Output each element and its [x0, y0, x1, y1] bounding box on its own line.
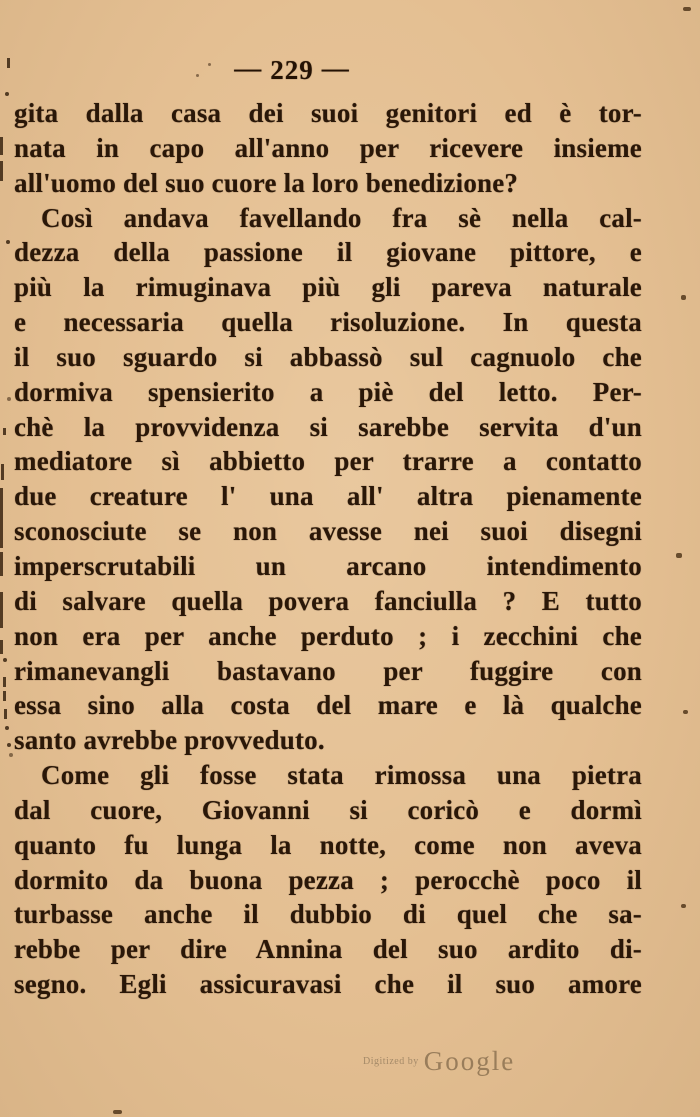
text-line: essa sino alla costa del mare e là qualche: [14, 690, 642, 721]
body-text: [14, 96, 642, 1002]
scan-mark: [681, 295, 686, 300]
text-line: dormiva spensierito a piè del letto. Per-: [14, 376, 642, 407]
paragraph: [14, 758, 642, 1002]
scan-mark: [5, 92, 9, 96]
text-line: mediatore sì abbietto per trarre a contatto: [14, 446, 642, 477]
paragraph: [14, 96, 642, 201]
text-line: dal cuore, Giovanni si coricò e dormì: [14, 794, 642, 825]
text-line: dezza della passione il giovane pittore, e: [14, 237, 642, 268]
scan-mark: [9, 753, 13, 757]
page-number-dash-right: —: [321, 53, 350, 83]
scan-mark: [208, 63, 211, 66]
scan-mark: [3, 428, 6, 435]
scan-mark: [0, 137, 3, 155]
text-line: nata in capo all'anno per ricevere insieme: [14, 132, 642, 163]
text-line: sconosciute se non avesse nei suoi disegni: [14, 516, 642, 547]
scan-mark: [1, 464, 4, 480]
watermark-prefix: Digitized by: [363, 1056, 419, 1067]
scan-mark: [676, 553, 682, 558]
watermark-brand: Google: [423, 1046, 516, 1076]
page-number: [0, 55, 584, 86]
scan-mark: [113, 1110, 122, 1114]
text-line: di salvare quella povera fanciulla ? E tutto: [14, 585, 642, 616]
text-line: Così andava favellando fra sè nella cal-: [41, 202, 642, 233]
text-line: gita dalla casa dei suoi genitori ed è tor-: [14, 98, 642, 128]
paragraph: [14, 201, 642, 759]
google-watermark: [363, 1046, 515, 1077]
scan-mark: [683, 710, 688, 714]
text-line: turbasse anche il dubbio di quel che sa-: [14, 899, 642, 930]
scan-mark: [0, 488, 3, 548]
text-line: quanto fu lunga la notte, come non aveva: [14, 829, 642, 860]
text-line: non era per anche perduto ; i zecchini che: [14, 620, 642, 651]
page-number-dash-left: —: [234, 53, 263, 83]
scan-mark: [5, 726, 9, 730]
scan-mark: [196, 74, 199, 77]
text-line: più la rimuginava più gli pareva naturale: [14, 272, 642, 303]
scan-mark: [4, 709, 7, 719]
text-line: il suo sguardo si abbassò sul cagnuolo che: [14, 341, 642, 372]
text-line: Come gli fosse stata rimossa una pietra: [41, 760, 642, 791]
text-line: all'uomo del suo cuore la loro benedizione?: [14, 167, 519, 198]
text-line: rebbe per dire Annina del suo ardito di-: [14, 934, 642, 965]
scan-mark: [681, 904, 686, 908]
scan-mark: [3, 677, 6, 687]
scan-mark: [7, 743, 11, 747]
scan-mark: [6, 240, 10, 244]
scan-mark: [683, 7, 691, 11]
scan-mark: [3, 691, 6, 701]
text-line: imperscrutabili un arcano intendimento: [14, 550, 642, 581]
text-line: e necessaria quella risoluzione. In questa: [14, 307, 642, 338]
text-line: segno. Egli assicuravasi che il suo amore: [14, 969, 642, 1000]
text-line: rimanevangli bastavano per fuggire con: [14, 655, 642, 686]
scan-mark: [0, 592, 3, 628]
text-line: santo avrebbe provveduto.: [14, 725, 325, 756]
text-line: chè la provvidenza si sarebbe servita d'un: [14, 411, 642, 442]
scan-mark: [3, 658, 7, 662]
scan-mark: [7, 397, 11, 401]
scan-mark: [0, 640, 3, 654]
scan-mark: [0, 161, 3, 181]
page-number-value: 229: [270, 55, 314, 85]
scan-mark: [7, 58, 10, 68]
text-line: due creature l' una all' altra pienamente: [14, 481, 642, 512]
text-line: dormito da buona pezza ; perocchè poco il: [14, 864, 642, 895]
scan-mark: [0, 552, 3, 576]
